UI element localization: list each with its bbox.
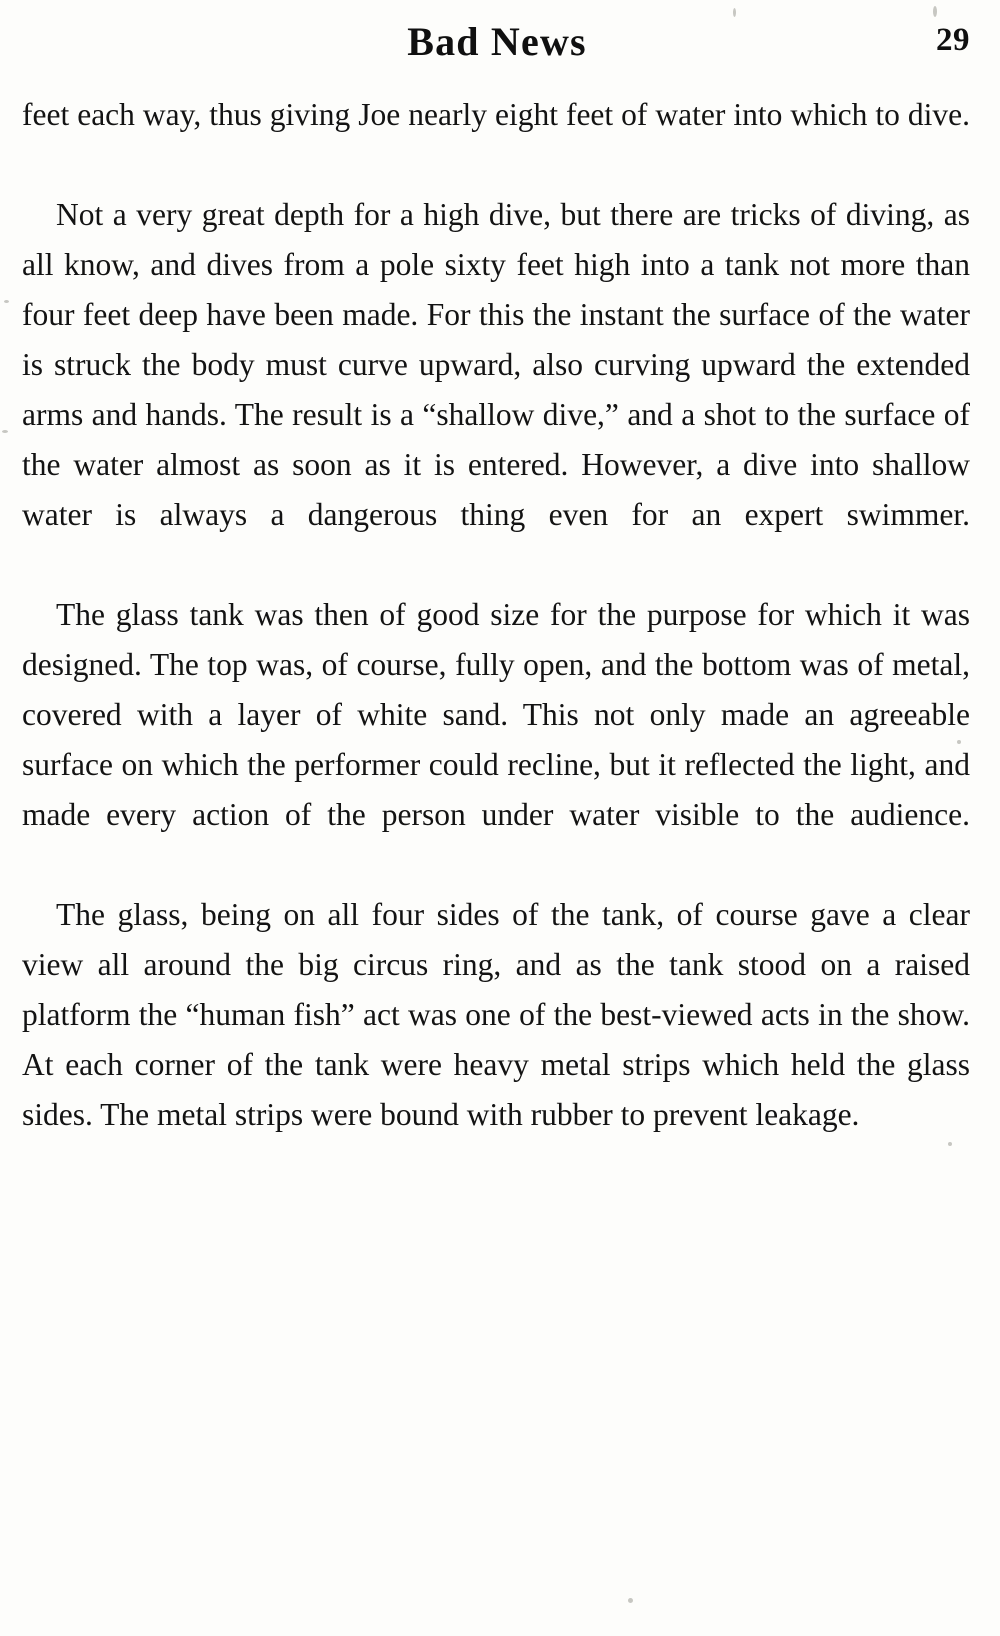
paper-speck <box>957 740 961 744</box>
running-title: Bad News <box>407 19 587 64</box>
paragraph: The glass tank was then of good size for the purpose for which it was designed. The top was, of course, fully open, and the bottom was of metal, covered with a layer of white sand. This not only made an agreeable surface on which the performer could recline, but it reflected the light, and made every action of the person under water visible to the audience. <box>22 597 970 832</box>
paper-speck <box>2 430 8 433</box>
paper-speck <box>948 1142 952 1146</box>
paper-speck <box>628 1598 633 1603</box>
paper-speck <box>4 300 9 303</box>
paragraph: Not a very great depth for a high dive, but there are tricks of diving, as all know, and dives from a pole sixty feet high into a tank not more than four feet deep have been made. For this the instant the surface of the water is struck the body must curve upward, also curving upward the extended arms and hands. The result is a “shallow dive,” and a shot to the surface of the water almost as soon as it is entered. However, a dive into shallow water is always a dangerous thing even for an expert swimmer. <box>22 197 970 532</box>
page-number: 29 <box>936 22 970 58</box>
page-header <box>22 0 972 90</box>
paragraph: feet each way, thus giving Joe nearly eight feet of water into which to dive. <box>22 97 970 132</box>
paragraph: The glass, being on all four sides of the tank, of course gave a clear view all around the big circus ring, and as the tank stood on a raised platform the “human fish” act was one of the best-viewed acts in the show. At each corner of the tank were heavy metal strips which held the glass sides. The metal strips were bound with rubber to prevent leakage. <box>22 897 970 1132</box>
page-body <box>22 90 970 1140</box>
